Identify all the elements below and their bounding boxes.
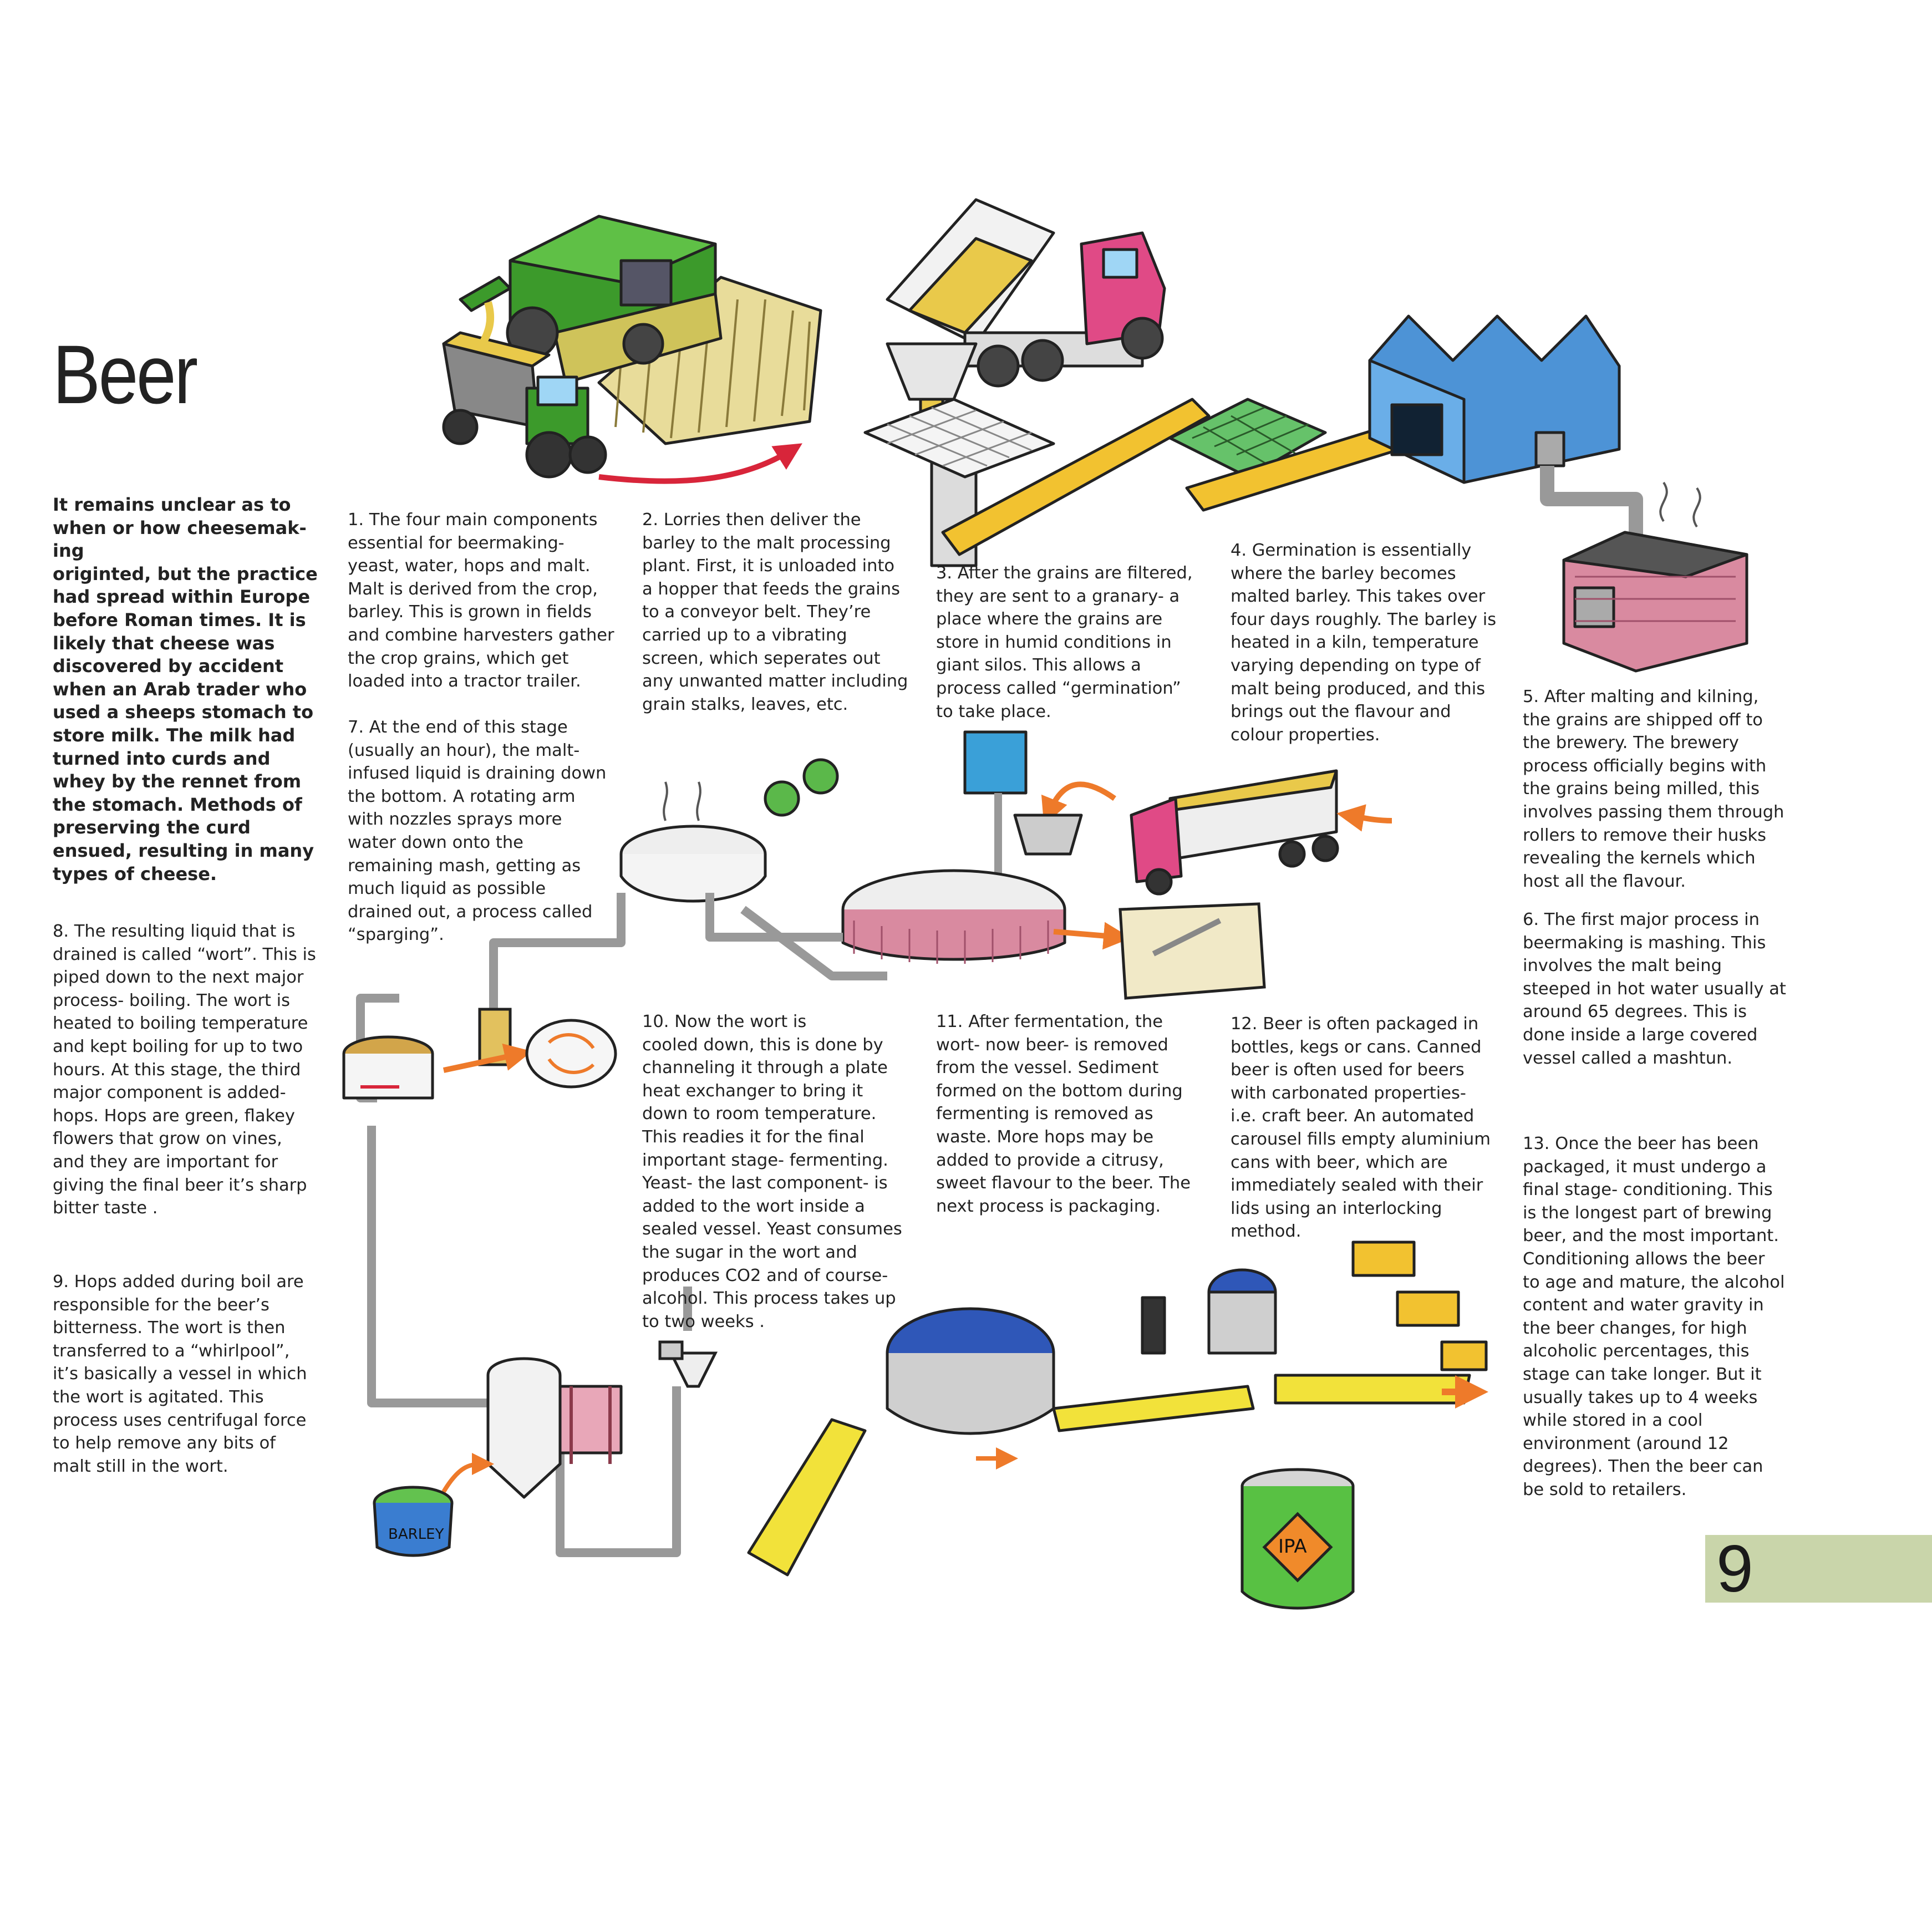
step-text-line: final stage- conditioning. This xyxy=(1523,1180,1773,1200)
step-text-line: alcoholic percentages, this xyxy=(1523,1341,1750,1361)
step-text-line: the crop grains, which get xyxy=(348,648,569,668)
step-text-line: barley to the malt processing xyxy=(642,533,891,553)
intro-line: whey by the rennet from xyxy=(53,771,302,792)
step-text-line: 9. Hops added during boil are xyxy=(53,1272,304,1292)
intro-line: when or how cheesemak- xyxy=(53,517,307,538)
step-text-line: to age and mature, the alcohol xyxy=(1523,1272,1785,1292)
step-text-line: waste. More hops may be xyxy=(936,1127,1154,1147)
lauter-tun xyxy=(621,760,837,901)
step-10-text xyxy=(642,1010,902,1333)
hop-cone-icon xyxy=(765,782,799,815)
step-text-line: to two weeks . xyxy=(642,1311,765,1331)
step-text-line: cooled down, this is done by xyxy=(642,1035,883,1055)
can-label: IPA xyxy=(1278,1536,1307,1558)
step-text-line: with carbonated properties- xyxy=(1231,1083,1466,1103)
step-text-line: the wort is agitated. This xyxy=(53,1387,264,1407)
step-text-line: a hopper that feeds the grains xyxy=(642,579,900,599)
step-text-line: 11. After fermentation, the xyxy=(936,1012,1163,1031)
intro-line: discovered by accident xyxy=(53,655,284,677)
step-text-line: store in humid conditions in xyxy=(936,632,1172,652)
step-12-text xyxy=(1231,1013,1491,1243)
grain-mill xyxy=(1015,815,1081,854)
step-text-line: drained out, a process called xyxy=(348,902,593,922)
step-text-line: hops. Hops are green, flakey xyxy=(53,1106,295,1126)
step-text-line: heated to boiling temperature xyxy=(53,1014,308,1034)
step-text-line: Malt is derived from the crop, xyxy=(348,579,598,599)
step-text-line: essential for beermaking- xyxy=(348,533,565,553)
intro-line: before Roman times. It is xyxy=(53,609,306,631)
step-text-line: carousel fills empty aluminium xyxy=(1231,1129,1491,1149)
malt-delivery-truck xyxy=(1131,771,1338,894)
step-text-line: involves the malt being xyxy=(1523,956,1722,976)
step-text-line: process- boiling. The wort is xyxy=(53,990,291,1010)
step-text-line: down to room temperature. xyxy=(642,1104,877,1124)
step-text-line: heat exchanger to bring it xyxy=(642,1081,863,1101)
step-text-line: stage can take longer. But it xyxy=(1523,1364,1762,1384)
transfer-conveyor xyxy=(1054,1386,1253,1431)
step-text-line: added to the wort inside a xyxy=(642,1196,865,1216)
arrow-tub-to-fermenter xyxy=(444,1464,485,1492)
barley-tub xyxy=(374,1487,452,1555)
malting-kiln-building xyxy=(1370,316,1636,555)
conditioning-crate-icon xyxy=(1353,1242,1414,1275)
step-text-line: malted barley. This takes over xyxy=(1231,587,1486,607)
step-text-line: cans with beer, which are xyxy=(1231,1152,1448,1172)
page-number-tab xyxy=(1705,1532,1932,1606)
brick-malt-kiln xyxy=(1564,482,1747,671)
step-text-line: beermaking is mashing. This xyxy=(1523,933,1766,953)
step-text-line: rollers to remove their husks xyxy=(1523,825,1767,845)
step-1-text xyxy=(348,509,614,693)
step-text-line: the brewery. The brewery xyxy=(1523,733,1739,753)
step-13-text xyxy=(1523,1132,1784,1502)
step-text-line: 4. Germination is essentially xyxy=(1231,541,1472,560)
step-text-line: degrees). Then the beer can xyxy=(1523,1457,1763,1477)
arrow-truck-to-mill xyxy=(1048,784,1115,815)
boil-kettle xyxy=(344,1037,433,1098)
conditioning-crate-icon xyxy=(1397,1292,1458,1325)
step-2-text xyxy=(642,509,908,716)
step-7-text xyxy=(348,716,606,947)
step-text-line: they are sent to a granary- a xyxy=(936,586,1180,606)
step-text-line: bitterness. The wort is then xyxy=(53,1318,286,1338)
step-text-line: the sugar in the wort and xyxy=(642,1242,857,1262)
intro-line: the stomach. Methods of xyxy=(53,794,302,815)
step-text-line: i.e. craft beer. An automated xyxy=(1231,1106,1475,1126)
intro-line: types of cheese. xyxy=(53,863,217,884)
step-text-line: “sparging”. xyxy=(348,925,444,945)
step-text-line: and kept boiling for up to two xyxy=(53,1036,303,1056)
step-text-line: 1. The four main components xyxy=(348,510,598,530)
intro-line: turned into curds and xyxy=(53,748,271,769)
step-text-line: place where the grains are xyxy=(936,609,1163,629)
step-text-line: loaded into a tractor trailer. xyxy=(348,672,581,692)
step-text-line: infused liquid is draining down xyxy=(348,764,607,784)
step-text-line: to take place. xyxy=(936,701,1051,721)
intro-line: ensued, resulting in many xyxy=(53,840,314,861)
step-text-line: vessel called a mashtun. xyxy=(1523,1048,1733,1068)
step-text-line: involves passing them through xyxy=(1523,802,1784,822)
ipa-can xyxy=(1242,1470,1353,1608)
step-text-line: major component is added- xyxy=(53,1083,286,1103)
intro-line: originted, but the practice xyxy=(53,563,318,584)
step-text-line: immediately sealed with their xyxy=(1231,1176,1483,1196)
hop-cone-icon xyxy=(804,760,837,793)
fermenter-vessel xyxy=(488,1359,621,1497)
step-text-line: method. xyxy=(1231,1222,1301,1242)
step-text-line: and combine harvesters gather xyxy=(348,625,614,645)
step-text-line: lids using an interlocking xyxy=(1231,1198,1442,1218)
step-5-text xyxy=(1523,685,1784,893)
step-3-text xyxy=(936,562,1193,723)
step-text-line: the bottom. A rotating arm xyxy=(348,786,576,806)
step-text-line: malt still in the wort. xyxy=(53,1456,228,1476)
intro-line: when an Arab trader who xyxy=(53,678,307,700)
step-text-line: process uses centrifugal force xyxy=(53,1410,307,1430)
step-text-line: heated in a kiln, temperature xyxy=(1231,633,1479,653)
intro-line: used a sheeps stomach to xyxy=(53,701,314,723)
step-text-line: 2. Lorries then deliver the xyxy=(642,510,861,530)
step-text-line: 6. The first major process in xyxy=(1523,910,1760,929)
outfeed-conveyor xyxy=(1275,1375,1470,1403)
step-text-line: colour properties. xyxy=(1231,725,1380,745)
intro-line: It remains unclear as to xyxy=(53,494,291,515)
step-text-line: is the longest part of brewing xyxy=(1523,1203,1772,1223)
step-text-line: and they are important for xyxy=(53,1152,278,1172)
step-11-text xyxy=(936,1010,1191,1218)
step-text-line: content and water gravity in xyxy=(1523,1295,1764,1315)
step-text-line: four days roughly. The barley is xyxy=(1231,609,1497,629)
lorry-hopper-scene xyxy=(865,200,1209,566)
step-text-line: important stage- fermenting. xyxy=(642,1150,888,1170)
step-text-line: water down onto the xyxy=(348,832,523,852)
step-text-line: 7. At the end of this stage xyxy=(348,718,568,737)
step-text-line: usually takes up to 4 weeks xyxy=(1523,1387,1758,1407)
step-text-line: wort- now beer- is removed xyxy=(936,1035,1168,1055)
step-text-line: the beer changes, for high xyxy=(1523,1318,1747,1338)
step-text-line: 3. After the grains are filtered, xyxy=(936,563,1193,583)
intro-line: ing xyxy=(53,540,84,562)
conditioning-crate-icon xyxy=(1442,1342,1486,1370)
step-text-line: plant. First, it is unloaded into xyxy=(642,556,895,576)
yeast-dosing-funnel xyxy=(660,1342,715,1386)
step-text-line: packaged, it must undergo a xyxy=(1523,1157,1767,1177)
step-text-line: where the barley becomes xyxy=(1231,563,1456,583)
step-text-line: giant silos. This allows a xyxy=(936,655,1141,675)
step-text-line: transferred to a “whirlpool”, xyxy=(53,1341,290,1361)
step-text-line: steeped in hot water usually at xyxy=(1523,979,1786,999)
arrow-field-to-lorry xyxy=(599,449,793,481)
step-text-line: while stored in a cool xyxy=(1523,1411,1703,1431)
step-text-line: carried up to a vibrating xyxy=(642,625,847,645)
step-text-line: 10. Now the wort is xyxy=(642,1012,807,1031)
step-text-line: to a conveyor belt. They’re xyxy=(642,602,871,622)
step-text-line: with nozzles sprays more xyxy=(348,810,562,830)
step-text-line: much liquid as possible xyxy=(348,879,546,899)
step-text-line: host all the flavour. xyxy=(1523,871,1686,891)
step-text-line: 13. Once the beer has been xyxy=(1523,1134,1759,1153)
step-text-line: added to provide a citrusy, xyxy=(936,1150,1164,1170)
step-text-line: the grains being milled, this xyxy=(1523,779,1760,799)
step-text-line: piped down to the next major xyxy=(53,968,304,988)
step-text-line: drained is called “wort”. This is xyxy=(53,944,316,964)
step-text-line: 8. The resulting liquid that is xyxy=(53,922,296,941)
intro-line: store milk. The milk had xyxy=(53,724,296,746)
step-text-line: brings out the flavour and xyxy=(1231,702,1451,722)
step-9-text xyxy=(53,1270,307,1478)
step-text-line: This readies it for the final xyxy=(642,1127,865,1147)
step-text-line: Conditioning allows the beer xyxy=(1523,1249,1765,1269)
step-text-line: malt being produced, and this xyxy=(1231,679,1486,699)
step-6-text xyxy=(1523,908,1786,1070)
step-text-line: screen, which seperates out xyxy=(642,648,881,668)
grid-platform xyxy=(865,399,1054,477)
step-text-line: grain stalks, leaves, etc. xyxy=(642,694,848,714)
step-text-line: sealed vessel. Yeast consumes xyxy=(642,1219,902,1239)
grain-stream xyxy=(482,302,490,344)
step-text-line: process officially begins with xyxy=(1523,756,1767,776)
step-text-line: process called “germination” xyxy=(936,678,1181,698)
step-text-line: the grains are shipped off to xyxy=(1523,710,1763,730)
step-text-line: responsible for the beer’s xyxy=(53,1295,270,1315)
step-text-line: revealing the kernels which xyxy=(1523,848,1756,868)
step-text-line: beer, and the most important. xyxy=(1523,1226,1779,1246)
step-8-text xyxy=(53,920,316,1220)
step-text-line: fermenting is removed as xyxy=(936,1104,1153,1124)
step-text-line: environment (around 12 xyxy=(1523,1433,1729,1453)
step-text-line: giving the final beer it’s sharp xyxy=(53,1175,307,1195)
step-text-line: 5. After malting and kilning, xyxy=(1523,687,1759,706)
step-text-line: produces CO2 and of course- xyxy=(642,1265,888,1285)
step-text-line: to help remove any bits of xyxy=(53,1433,276,1453)
step-text-line: barley. This is grown in fields xyxy=(348,602,592,622)
step-text-line: 12. Beer is often packaged in xyxy=(1231,1014,1479,1034)
sparging-inset xyxy=(1120,904,1264,998)
mill-and-mashtun xyxy=(843,732,1081,964)
combine-harvester-scene xyxy=(444,216,821,477)
step-text-line: hours. At this stage, the third xyxy=(53,1060,301,1080)
step-text-line: yeast, water, hops and malt. xyxy=(348,556,591,576)
step-text-line: alcohol. This process takes up xyxy=(642,1289,896,1309)
arrow-into-truck xyxy=(1348,815,1392,821)
step-text-line: sweet flavour to the beer. The xyxy=(936,1173,1191,1193)
step-text-line: it’s basically a vessel in which xyxy=(53,1364,307,1384)
step-text-line: formed on the bottom during xyxy=(936,1081,1183,1101)
step-text-line: be sold to retailers. xyxy=(1523,1479,1687,1499)
intro-paragraph xyxy=(53,494,318,886)
step-text-line: bitter taste . xyxy=(53,1198,158,1218)
lid-stack xyxy=(1142,1298,1165,1353)
page-number: 9 xyxy=(1716,1532,1753,1606)
step-text-line: next process is packaging. xyxy=(936,1196,1161,1216)
step-text-line: beer is often used for beers xyxy=(1231,1060,1465,1080)
infeed-conveyor xyxy=(749,1420,865,1575)
step-text-line: remaining mash, getting as xyxy=(348,856,581,876)
step-text-line: Yeast- the last component- is xyxy=(642,1173,888,1193)
page-title: Beer xyxy=(53,328,196,421)
whirlpool xyxy=(527,1020,616,1087)
step-text-line: bottles, kegs or cans. Canned xyxy=(1231,1037,1482,1057)
step-4-text xyxy=(1231,539,1496,746)
barley-tub-label: BARLEY xyxy=(388,1526,444,1543)
step-text-line: around 65 degrees. This is xyxy=(1523,1002,1747,1022)
step-text-line: varying depending on type of xyxy=(1231,655,1481,675)
intro-line: preserving the curd xyxy=(53,817,251,838)
intro-line: had spread within Europe xyxy=(53,586,311,608)
step-text-line: (usually an hour), the malt- xyxy=(348,740,580,760)
step-text-line: done inside a large covered xyxy=(1523,1025,1758,1045)
intro-line: likely that cheese was xyxy=(53,632,275,654)
step-text-line: channeling it through a plate xyxy=(642,1058,888,1078)
step-text-line: flowers that grow on vines, xyxy=(53,1129,282,1149)
step-text-line: from the vessel. Sediment xyxy=(936,1058,1159,1078)
water-tank xyxy=(965,732,1026,793)
step-text-line: any unwanted matter including xyxy=(642,672,908,692)
